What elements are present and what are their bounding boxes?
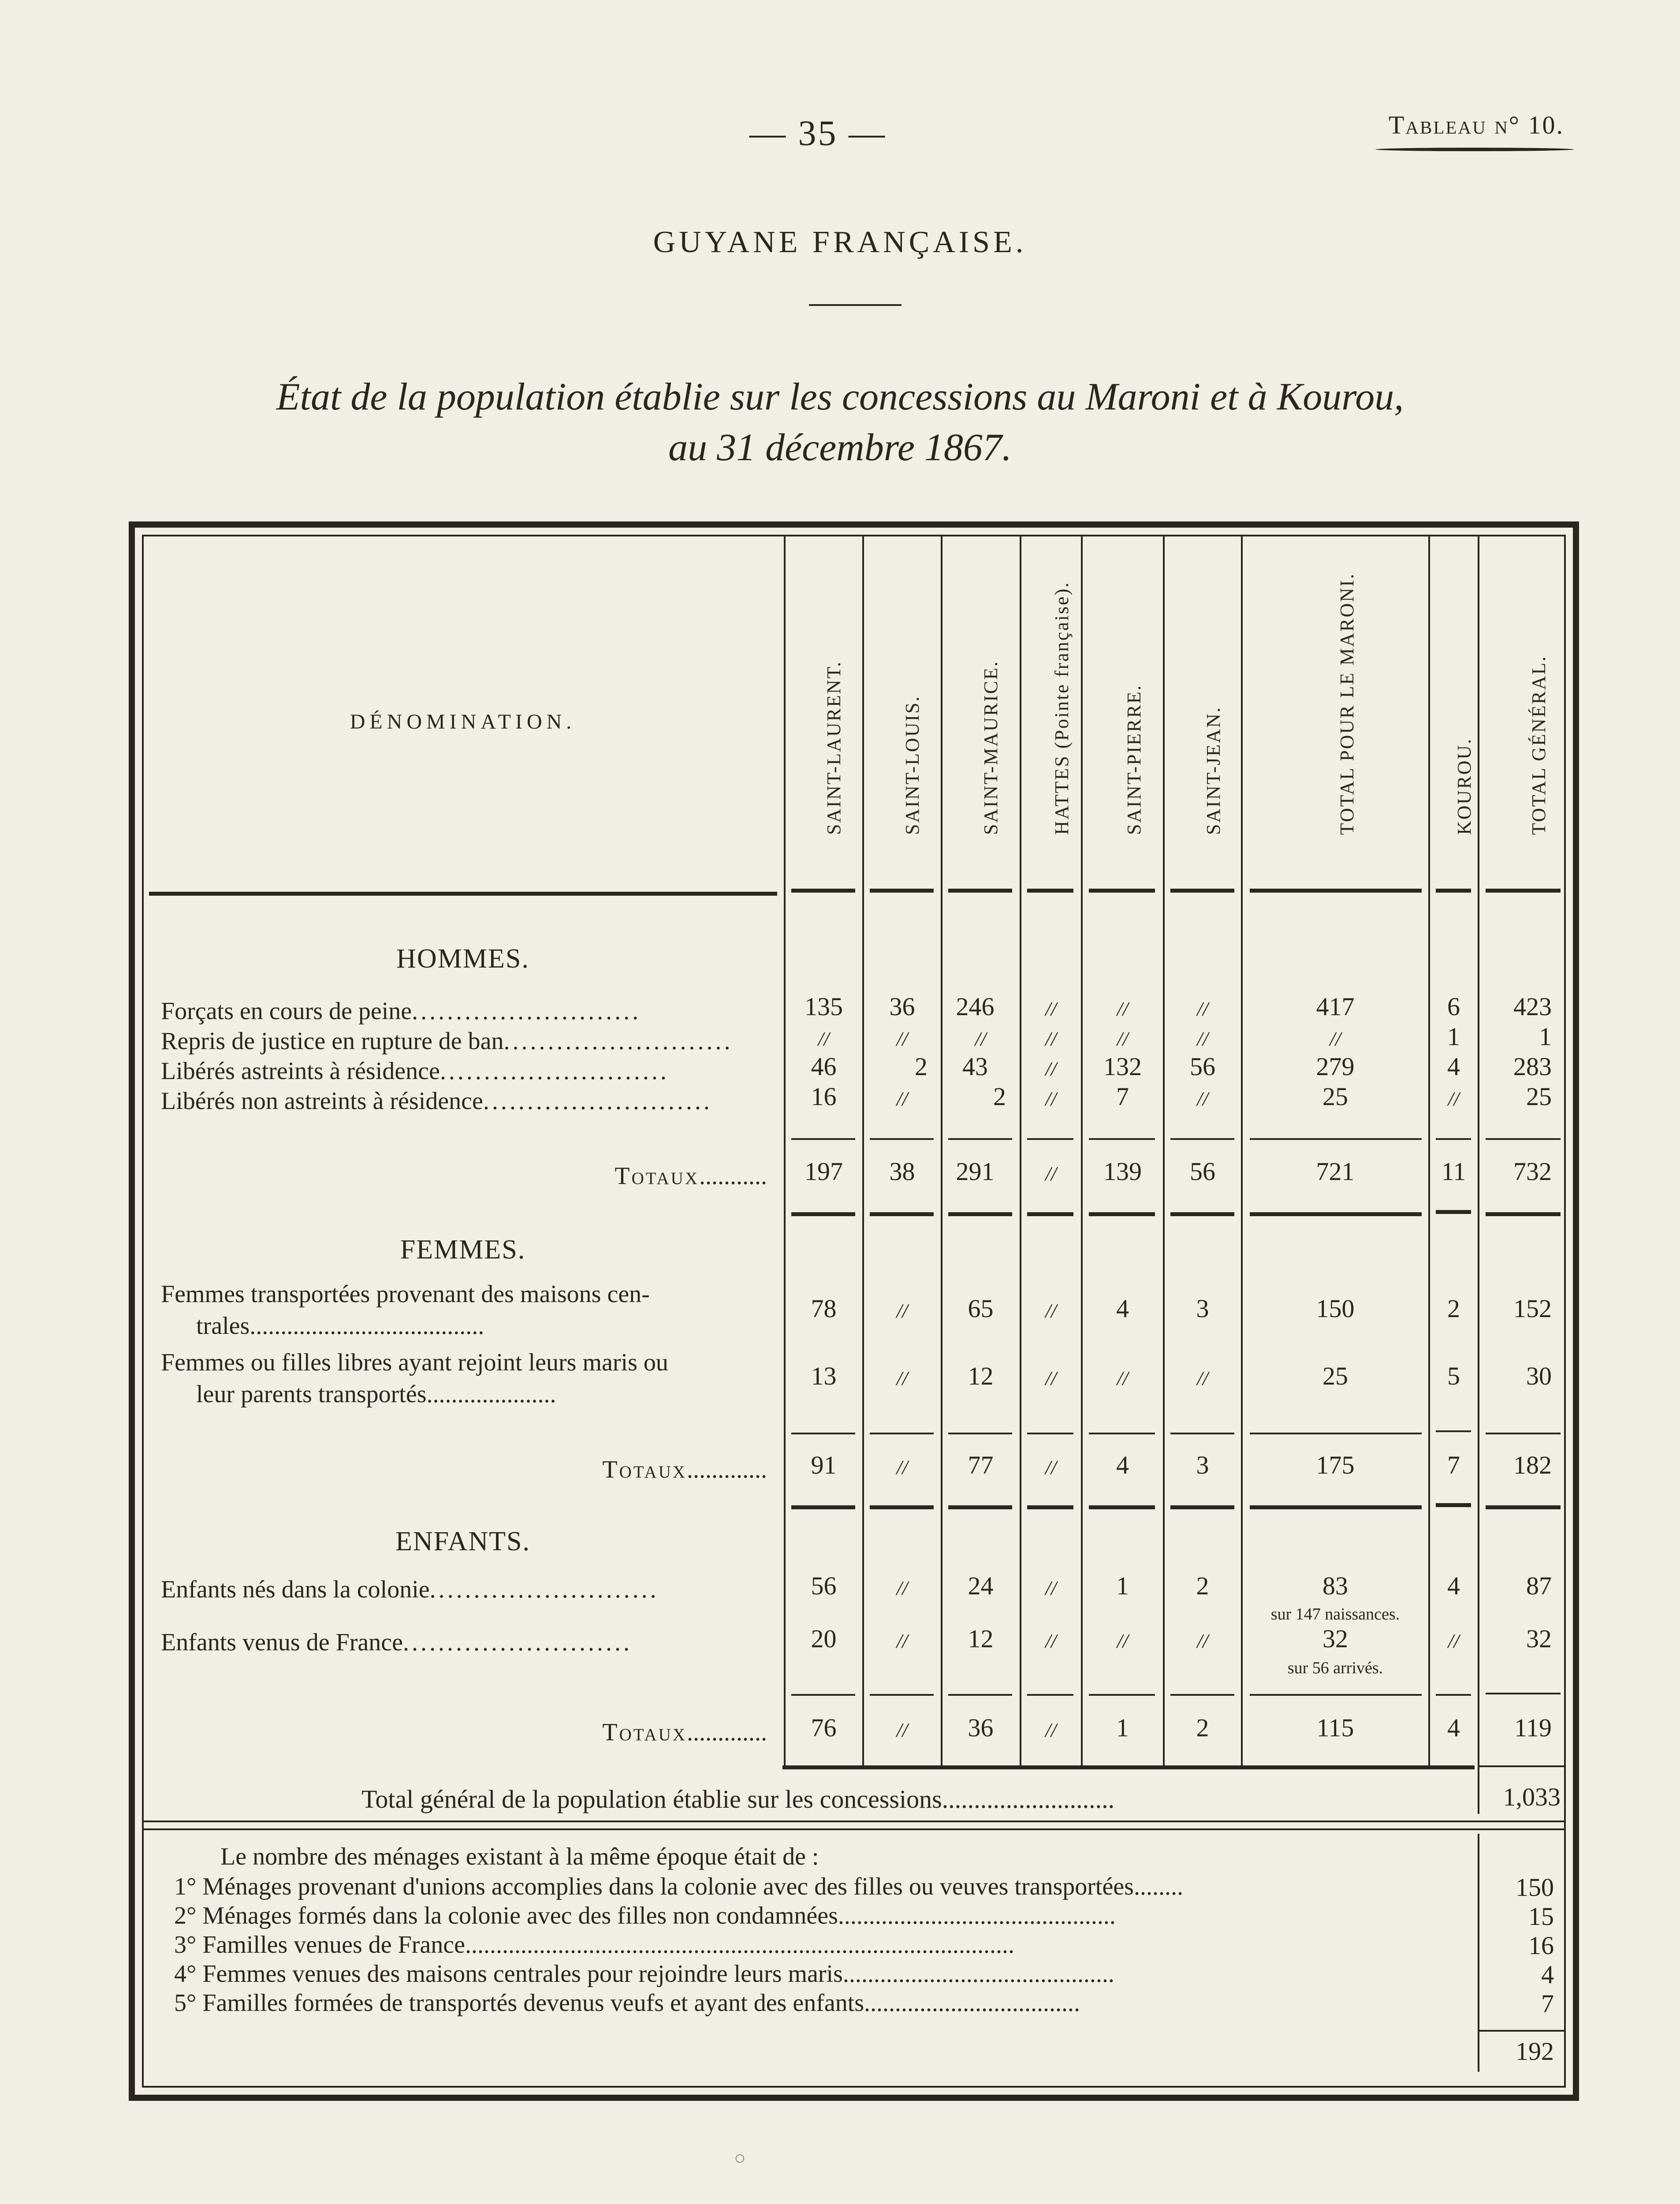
subtotal-rule	[948, 1138, 1012, 1140]
subtotal-rule	[791, 1694, 855, 1696]
table-cell: //	[1117, 1028, 1129, 1050]
table-cell: //	[1448, 1630, 1460, 1652]
table-cell: //	[1117, 1367, 1129, 1389]
subtotal-rule	[1250, 1433, 1422, 1434]
totals-label: Totaux...........	[615, 1162, 767, 1190]
page-number: — 35 —	[749, 113, 887, 153]
subtotal-rule	[1436, 1430, 1471, 1432]
section-rule	[1250, 1505, 1422, 1509]
section-rule	[870, 1212, 934, 1216]
column-header-saint-pierre: SAINT-PIERRE.	[1123, 684, 1145, 835]
table-cell: 2	[1196, 1571, 1209, 1600]
section-rule	[1089, 1212, 1155, 1216]
total-cell: 36	[968, 1713, 994, 1742]
subtotal-rule	[1486, 1138, 1561, 1140]
household-item: 1° Ménages provenant d'unions accomplies dans la colonie avec des filles ou veuves transportées........	[174, 1873, 1183, 1900]
row-label: Repris de justice en rupture de ban..........................	[161, 1028, 733, 1055]
section-rule	[948, 1212, 1012, 1216]
table-cell: 2	[1447, 1294, 1460, 1323]
title-divider	[809, 304, 901, 306]
section-title-enfants: ENFANTS.	[395, 1526, 530, 1556]
table-cell: 152	[1513, 1294, 1552, 1323]
total-cell: 139	[1103, 1157, 1142, 1186]
table-cell: 87	[1526, 1571, 1552, 1600]
subtotal-rule	[870, 1694, 934, 1696]
household-value: 150	[1516, 1873, 1554, 1902]
subtotal-rule	[1089, 1138, 1155, 1140]
table-cell: //	[1197, 1367, 1208, 1389]
header-rule	[791, 889, 855, 893]
table-cell: //	[1045, 1028, 1057, 1050]
table-cell: //	[896, 1299, 908, 1322]
section-rule	[1250, 1212, 1422, 1216]
table-cell: //	[1330, 1028, 1341, 1050]
section-title-femmes: FEMMES.	[400, 1235, 526, 1265]
subtotal-rule	[791, 1138, 855, 1140]
section-rule	[1089, 1505, 1155, 1509]
table-cell: 56	[1190, 1052, 1215, 1081]
column-header-total-maroni: TOTAL POUR LE MARONI.	[1336, 573, 1358, 835]
table-cell: 150	[1316, 1294, 1355, 1323]
table-cell: 30	[1526, 1362, 1552, 1390]
data-bottom-rule	[1479, 1765, 1565, 1767]
subtotal-rule	[1089, 1433, 1155, 1434]
table-cell: 417	[1316, 992, 1355, 1021]
households-total-rule	[1479, 2030, 1564, 2032]
total-cell: //	[896, 1719, 908, 1741]
tableau-number: Tableau n° 10.	[1389, 111, 1564, 139]
column-header-saint-jean: SAINT-JEAN.	[1203, 706, 1224, 835]
section-rule	[1170, 1212, 1234, 1216]
table-cell: //	[896, 1087, 908, 1110]
total-cell: 115	[1316, 1713, 1354, 1742]
table-cell: 46	[811, 1052, 837, 1081]
total-cell: 4	[1116, 1451, 1129, 1479]
subtotal-rule	[870, 1138, 934, 1140]
subtotal-rule	[1436, 1138, 1471, 1140]
total-cell: 77	[968, 1451, 994, 1479]
table-cell: //	[896, 1577, 908, 1599]
totals-label: Totaux.............	[602, 1719, 767, 1746]
table-cell: 43	[962, 1052, 988, 1081]
header-rule	[1250, 889, 1422, 893]
table-cell: 2	[915, 1052, 928, 1081]
table-cell: //	[1197, 1028, 1208, 1050]
total-cell: 4	[1447, 1713, 1460, 1742]
total-cell: 119	[1514, 1713, 1552, 1742]
total-cell: //	[1045, 1162, 1057, 1185]
table-cell: 20	[811, 1624, 837, 1653]
table-cell: 32	[1526, 1624, 1552, 1653]
subtotal-rule	[1486, 1433, 1561, 1434]
table-cell: //	[1045, 1299, 1057, 1322]
total-cell: 732	[1513, 1157, 1552, 1186]
subtotal-rule	[1027, 1138, 1073, 1140]
header-rule	[1486, 889, 1561, 893]
table-cell: 65	[968, 1294, 994, 1323]
column-header-hattes: HATTES (Pointe française).	[1051, 581, 1073, 835]
households-intro: Le nombre des ménages existant à la même époque était de :	[220, 1843, 819, 1870]
table-cell: 7	[1116, 1082, 1129, 1111]
document-title-line2: au 31 décembre 1867.	[668, 426, 1012, 469]
table-cell: //	[1045, 1087, 1057, 1110]
header-rule	[1170, 889, 1234, 893]
total-cell: 38	[889, 1157, 915, 1186]
household-value: 16	[1528, 1931, 1554, 1960]
total-cell: //	[1045, 1719, 1057, 1741]
tableau-underline	[1375, 148, 1574, 151]
household-item: 4° Femmes venues des maisons centrales pour rejoindre leurs maris............................................	[174, 1960, 1114, 1988]
subtotal-rule	[791, 1433, 855, 1434]
column-header-total-general: TOTAL GÉNÉRAL.	[1528, 655, 1550, 835]
subtotal-rule	[948, 1433, 1012, 1434]
table-cell: 279	[1316, 1052, 1355, 1081]
cell-note: sur 56 arrivés.	[1287, 1659, 1383, 1677]
section-rule	[1436, 1503, 1471, 1507]
table-cell: 78	[811, 1294, 837, 1323]
row-label: Libérés astreints à résidence..........................	[161, 1057, 669, 1085]
header-rule	[1089, 889, 1155, 893]
household-value: 7	[1541, 1989, 1554, 2018]
section-title-hommes: HOMMES.	[396, 944, 529, 974]
column-rule	[1478, 1834, 1479, 2072]
households-total: 192	[1516, 2037, 1554, 2066]
section-rule	[1170, 1505, 1234, 1509]
table-cell: 4	[1447, 1052, 1460, 1081]
table-cell: 132	[1103, 1052, 1142, 1081]
page-ornament: ○	[734, 2147, 746, 2169]
totals-label: Totaux.............	[602, 1456, 767, 1483]
column-header-saint-louis: SAINT-LOUIS.	[901, 695, 923, 835]
grand-total-label: Total général de la population établie sur les concessions...........................	[361, 1785, 1115, 1813]
table-cell: //	[818, 1028, 830, 1050]
header-rule	[870, 889, 934, 893]
header-rule	[1436, 889, 1471, 893]
row-label: Enfants venus de France..........................	[161, 1629, 632, 1656]
total-cell: 197	[805, 1157, 843, 1186]
table-cell: //	[1117, 998, 1129, 1020]
table-cell: //	[896, 1630, 908, 1652]
table-cell: 246	[956, 992, 995, 1021]
table-cell: 32	[1322, 1624, 1348, 1653]
table-cell: //	[896, 1367, 908, 1389]
table-cell: //	[1197, 1087, 1208, 1110]
denomination-header: DÉNOMINATION.	[350, 710, 576, 733]
table-cell: 5	[1447, 1362, 1460, 1390]
total-cell: 3	[1196, 1451, 1209, 1479]
total-cell: 11	[1441, 1157, 1466, 1186]
subtotal-rule	[1089, 1694, 1155, 1696]
subtotal-rule	[1250, 1138, 1422, 1140]
table-cell: //	[1045, 1577, 1057, 1599]
total-cell: 721	[1316, 1157, 1355, 1186]
table-cell: 3	[1196, 1294, 1209, 1323]
table-cell: 83	[1322, 1571, 1348, 1600]
column-header-saint-laurent: SAINT-LAURENT.	[823, 660, 845, 835]
total-cell: 2	[1196, 1713, 1209, 1742]
table-cell: //	[896, 1028, 908, 1050]
section-double-rule	[144, 1828, 1564, 1830]
total-cell: 91	[811, 1451, 837, 1479]
household-value: 4	[1541, 1960, 1554, 1989]
table-cell: 25	[1526, 1082, 1552, 1111]
section-rule	[1486, 1212, 1561, 1216]
section-rule	[1027, 1212, 1073, 1216]
header-rule	[1027, 889, 1073, 893]
row-label: Femmes ou filles libres ayant rejoint leurs maris ou leur parents transportés.....................	[161, 1349, 668, 1408]
total-cell: 291	[956, 1157, 995, 1186]
table-cell: 24	[968, 1571, 994, 1600]
document-title-line1: État de la population établie sur les concessions au Maroni et à Kourou,	[276, 376, 1404, 418]
subtotal-rule	[948, 1694, 1012, 1696]
table-cell: //	[1045, 998, 1057, 1020]
subtotal-rule	[1027, 1433, 1073, 1434]
subtotal-rule	[1436, 1694, 1471, 1696]
table-cell: //	[1448, 1087, 1460, 1110]
cell-note: sur 147 naissances.	[1270, 1605, 1400, 1623]
table-cell: 4	[1447, 1571, 1460, 1600]
section-rule	[1027, 1505, 1073, 1509]
section-double-rule	[144, 1821, 1564, 1822]
section-rule	[948, 1505, 1012, 1509]
table-cell: 135	[805, 992, 843, 1021]
colony-title: GUYANE FRANÇAISE.	[653, 225, 1027, 259]
section-rule	[1436, 1210, 1471, 1214]
household-item: 3° Familles venues de France.........................................................................................	[174, 1931, 1014, 1958]
subtotal-rule	[1170, 1138, 1234, 1140]
section-rule	[791, 1505, 855, 1509]
row-label: Libérés non astreints à résidence..........................	[161, 1087, 712, 1115]
table-cell: 1	[1539, 1022, 1552, 1051]
table-cell: 25	[1322, 1362, 1348, 1390]
table-cell: 25	[1322, 1082, 1348, 1111]
subtotal-rule	[1170, 1433, 1234, 1434]
grand-total-value: 1,033	[1503, 1783, 1561, 1811]
table-cell: 1	[1116, 1571, 1129, 1600]
section-rule	[1486, 1505, 1561, 1509]
table-cell: //	[1045, 1057, 1057, 1080]
table-cell: //	[975, 1028, 987, 1050]
total-cell: 1	[1116, 1713, 1129, 1742]
subtotal-rule	[870, 1433, 934, 1434]
table-cell: 12	[968, 1624, 994, 1653]
table-cell: 1	[1447, 1022, 1460, 1051]
total-cell: //	[896, 1456, 908, 1478]
total-cell: 175	[1316, 1451, 1355, 1479]
table-cell: 4	[1116, 1294, 1129, 1323]
section-rule	[791, 1212, 855, 1216]
row-label: Enfants nés dans la colonie..........................	[161, 1576, 659, 1603]
total-cell: 56	[1190, 1157, 1215, 1186]
household-value: 15	[1528, 1902, 1554, 1931]
total-cell: 7	[1447, 1451, 1460, 1479]
row-label: Forçats en cours de peine..........................	[161, 998, 641, 1025]
subtotal-rule	[1486, 1693, 1561, 1694]
table-cell: //	[1117, 1630, 1129, 1652]
total-cell: 182	[1513, 1451, 1552, 1479]
table-cell: 13	[811, 1362, 837, 1390]
data-bottom-rule	[782, 1765, 1475, 1769]
header-rule	[149, 892, 777, 896]
table-cell: 56	[811, 1571, 837, 1600]
table-cell: 6	[1447, 992, 1460, 1021]
table-cell: 2	[993, 1082, 1006, 1111]
subtotal-rule	[1170, 1694, 1234, 1696]
household-item: 2° Ménages formés dans la colonie avec des filles non condamnées.............................................	[174, 1902, 1116, 1929]
table-cell: //	[1045, 1367, 1057, 1389]
table-cell: 16	[811, 1082, 837, 1111]
table-cell: //	[1197, 1630, 1208, 1652]
table-cell: 36	[889, 992, 915, 1021]
table-cell: //	[1045, 1630, 1057, 1652]
subtotal-rule	[1027, 1694, 1073, 1696]
total-cell: 76	[811, 1713, 837, 1742]
table-cell: 423	[1513, 992, 1552, 1021]
column-header-saint-maurice: SAINT-MAURICE.	[980, 660, 1002, 835]
table-cell: 12	[968, 1362, 994, 1390]
subtotal-rule	[1250, 1694, 1422, 1696]
table-cell: //	[1197, 998, 1208, 1020]
row-label: Femmes transportées provenant des maisons cen- trales......................................	[161, 1281, 650, 1340]
total-cell: //	[1045, 1456, 1057, 1478]
section-rule	[870, 1505, 934, 1509]
household-item: 5° Familles formées de transportés devenus veufs et ayant des enfants...................................	[174, 1989, 1080, 2017]
header-rule	[948, 889, 1012, 893]
table-cell: 283	[1513, 1052, 1552, 1081]
column-header-kourou: KOUROU.	[1453, 737, 1475, 835]
